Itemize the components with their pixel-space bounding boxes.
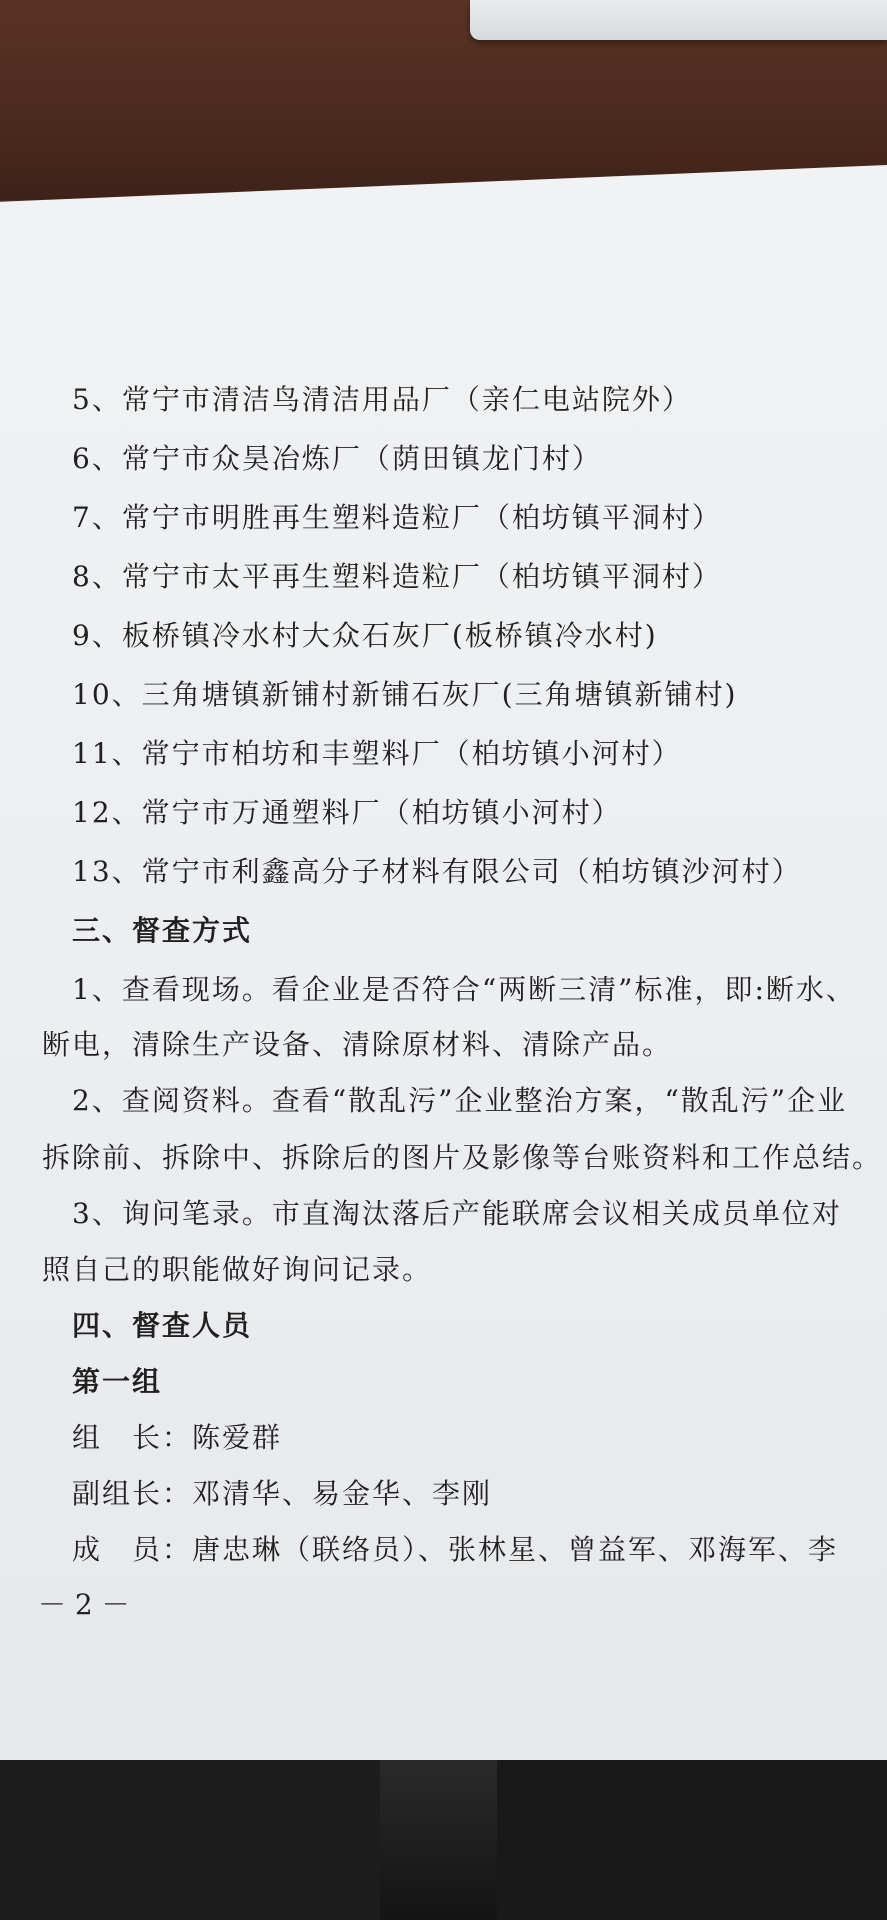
paragraph-line: 照自己的职能做好询问记录。 xyxy=(42,1253,433,1286)
paragraph-line: 3、询问笔录。市直淘汰落后产能联席会议相关成员单位对 xyxy=(72,1197,842,1230)
paper-stack-background xyxy=(470,0,887,40)
group-deputy: 副组长：邓清华、易金华、李刚 xyxy=(72,1477,493,1510)
section-heading: 四、督查人员 xyxy=(72,1309,253,1342)
dark-object-right xyxy=(497,1760,887,1920)
list-item: 5、常宁市清洁鸟清洁用品厂（亲仁电站院外） xyxy=(72,383,692,416)
paragraph-line: 2、查阅资料。查看“散乱污”企业整治方案，“散乱污”企业 xyxy=(72,1084,848,1117)
section-heading: 三、督查方式 xyxy=(72,914,253,947)
page-number: － 2 － xyxy=(38,1588,130,1621)
group-title: 第一组 xyxy=(72,1365,163,1398)
paragraph-line: 拆除前、拆除中、拆除后的图片及影像等台账资料和工作总结。 xyxy=(42,1141,883,1174)
group-leader: 组 长：陈爱群 xyxy=(72,1421,283,1454)
list-item: 8、常宁市太平再生塑料造粒厂（柏坊镇平洞村） xyxy=(72,560,722,593)
dark-foreground xyxy=(0,1760,887,1920)
list-item: 6、常宁市众昊冶炼厂（荫田镇龙门村） xyxy=(72,442,602,475)
list-item: 10、三角塘镇新铺村新铺石灰厂(三角塘镇新铺村) xyxy=(72,678,738,711)
list-item: 13、常宁市利鑫高分子材料有限公司（柏坊镇沙河村） xyxy=(72,855,802,888)
dark-object-left xyxy=(0,1760,380,1920)
list-item: 7、常宁市明胜再生塑料造粒厂（柏坊镇平洞村） xyxy=(72,501,722,534)
list-item: 9、板桥镇冷水村大众石灰厂(板桥镇冷水村) xyxy=(72,619,658,652)
group-members: 成 员：唐忠琳（联络员）、张林星、曾益军、邓海军、李 xyxy=(72,1533,839,1566)
list-item: 11、常宁市柏坊和丰塑料厂（柏坊镇小河村） xyxy=(72,737,682,770)
paragraph-line: 断电，清除生产设备、清除原材料、清除产品。 xyxy=(42,1028,673,1061)
paragraph-line: 1、查看现场。看企业是否符合“两断三清”标准，即:断水、 xyxy=(72,973,856,1006)
list-item: 12、常宁市万通塑料厂（柏坊镇小河村） xyxy=(72,796,622,829)
